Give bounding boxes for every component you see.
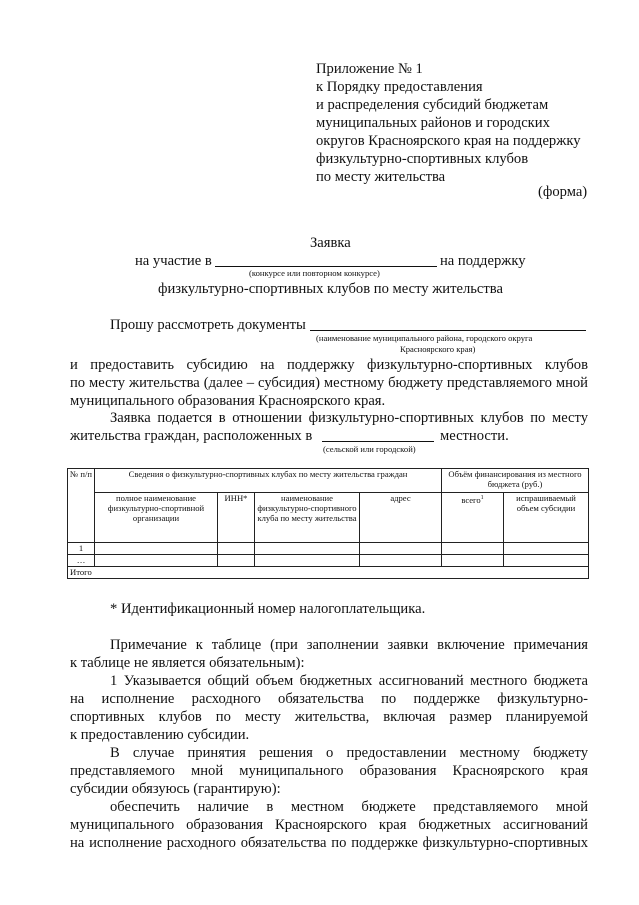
table-cell[interactable] xyxy=(360,543,442,555)
header-inn: ИНН* xyxy=(218,493,255,543)
municipality-hint-2: Красноярского края) xyxy=(400,344,476,354)
municipality-hint-1: (наименование муниципального района, городского округа xyxy=(316,333,533,343)
decision-line: В случае принятия решения о предоставлении местному бюджету xyxy=(110,745,588,761)
header-financing: Объём финансирования из местного бюджета (руб.) xyxy=(442,469,589,493)
decision-line: муниципального образования Красноярского края бюджетных ассигнований xyxy=(70,817,588,833)
document-title: Заявка xyxy=(310,235,351,251)
title-line1-prefix: на участие в xyxy=(135,253,212,269)
paragraph2-line2-suffix: местности. xyxy=(440,428,509,444)
note-line: к предоставлению субсидии. xyxy=(70,727,250,743)
table-cell[interactable] xyxy=(504,555,589,567)
header-club-name: наименование физкультурно-спортивного клуба по месту жительства xyxy=(255,493,360,543)
appendix-line: по месту жительства xyxy=(316,169,446,185)
contest-blank[interactable] xyxy=(215,266,437,267)
table-cell[interactable] xyxy=(218,543,255,555)
table-row xyxy=(68,555,589,567)
title-line1-suffix: на поддержку xyxy=(440,253,526,269)
header-club-info: Сведения о физкультурно-спортивных клубах по месту жительства граждан xyxy=(95,469,442,493)
table-cell[interactable] xyxy=(504,543,589,555)
header-num: № п/п xyxy=(68,469,95,543)
locality-blank[interactable] xyxy=(322,441,434,442)
header-requested: испрашиваемый объем субсидии xyxy=(504,493,589,543)
table-cell[interactable] xyxy=(255,543,360,555)
paragraph1-line: по месту жительства (далее – субсидия) местному бюджету представляемого мной xyxy=(70,375,588,391)
header-org-name: полное наименование физкультурно-спортивной организации xyxy=(95,493,218,543)
table-total-row xyxy=(68,567,589,579)
decision-line: на исполнение расходного обязательства по поддержке физкультурно-спортивных xyxy=(70,835,588,851)
header-total: всего$^1$ xyxy=(442,493,504,543)
paragraph2-line2-prefix: жительства граждан, расположенных в xyxy=(70,428,313,444)
note-line: Примечание к таблице (при заполнении заявки включение примечания xyxy=(110,637,588,653)
table-cell[interactable] xyxy=(218,555,255,567)
footnote: * Идентификационный номер налогоплательщика. xyxy=(110,601,426,617)
appendix-line: и распределения субсидий бюджетам xyxy=(316,97,549,113)
table-cell[interactable] xyxy=(442,555,504,567)
note-line: на исполнение расходного обязательства по поддержке физкультурно- xyxy=(70,691,588,707)
locality-hint: (сельской или городской) xyxy=(323,444,416,454)
table-cell[interactable] xyxy=(442,543,504,555)
note-line: спортивных клубов по месту жительства, включая размер планируемой xyxy=(70,709,588,725)
paragraph2-line1: Заявка подается в отношении физкультурно-спортивных клубов по месту xyxy=(110,410,588,426)
table-cell[interactable] xyxy=(95,543,218,555)
appendix-line: округов Красноярского края на поддержку xyxy=(316,133,581,149)
total-label: Итого xyxy=(68,567,589,579)
table-row xyxy=(68,543,589,555)
note-line: 1 Указывается общий объем бюджетных ассигнований местного бюджета xyxy=(110,673,588,689)
decision-line: субсидии обязуюсь (гарантирую): xyxy=(70,781,281,797)
decision-line: обеспечить наличие в местном бюджете представляемого мной xyxy=(110,799,588,815)
table-cell[interactable] xyxy=(95,555,218,567)
clubs-table xyxy=(67,468,589,579)
appendix-title: Приложение № 1 xyxy=(316,61,423,77)
paragraph1-line: и предоставить субсидию на поддержку физкультурно-спортивных клубов xyxy=(70,357,588,373)
appendix-line: к Порядку предоставления xyxy=(316,79,483,95)
decision-line: представляемого мной муниципального образования Красноярского края xyxy=(70,763,588,779)
header-address: адрес xyxy=(360,493,442,543)
table-cell[interactable] xyxy=(255,555,360,567)
title-line2: физкультурно-спортивных клубов по месту жительства xyxy=(158,281,503,297)
appendix-line: физкультурно-спортивных клубов xyxy=(316,151,529,167)
footnote-mark: 1 xyxy=(480,495,484,501)
request-prefix: Прошу рассмотреть документы xyxy=(110,317,306,333)
table-cell[interactable] xyxy=(360,555,442,567)
paragraph1-line: муниципального образования Красноярского края. xyxy=(70,393,386,409)
note-line: к таблице не является обязательным): xyxy=(70,655,305,671)
row-number: 1 xyxy=(68,543,95,555)
row-number: … xyxy=(68,555,95,567)
municipality-blank[interactable] xyxy=(310,330,586,331)
contest-hint: (конкурсе или повторном конкурсе) xyxy=(249,268,380,278)
form-label: (форма) xyxy=(538,184,588,200)
appendix-line: муниципальных районов и городских xyxy=(316,115,550,131)
